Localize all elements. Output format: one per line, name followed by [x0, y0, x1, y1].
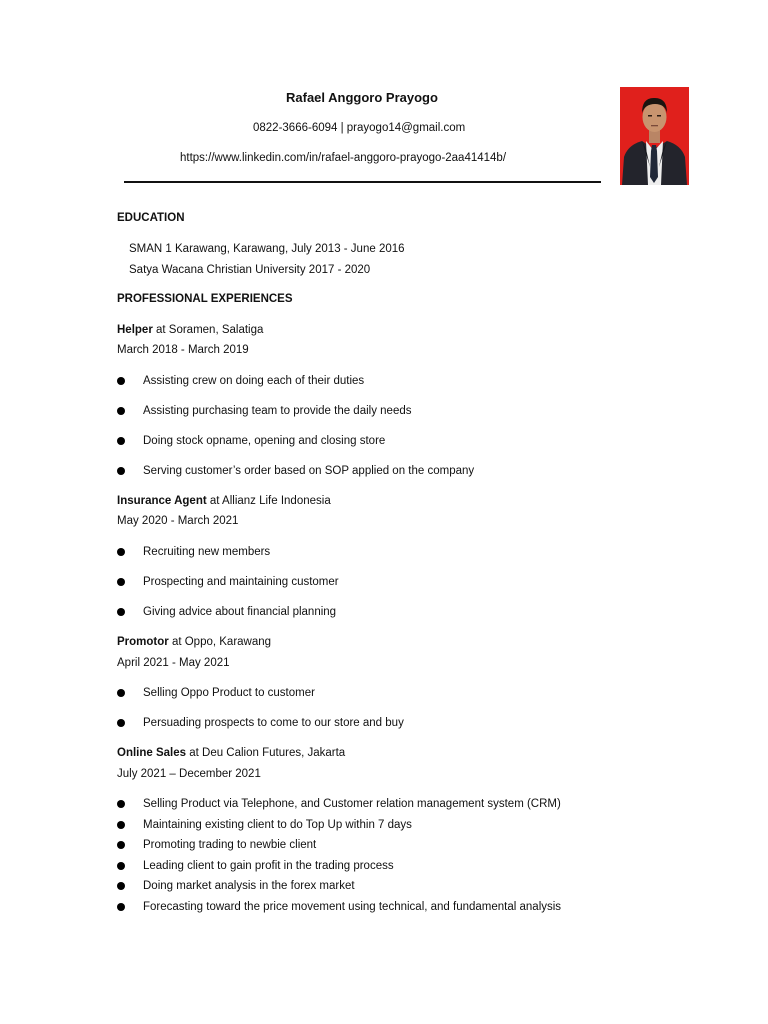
- bullet-icon: [117, 467, 125, 475]
- bullet-text: Assisting purchasing team to provide the daily needs: [143, 405, 412, 417]
- job-company: at Soramen, Salatiga: [152, 324, 264, 336]
- job-dates: July 2021 – December 2021: [117, 768, 261, 780]
- bullet-text: Selling Oppo Product to customer: [143, 687, 315, 699]
- job-dates: April 2021 - May 2021: [117, 657, 230, 669]
- education-item: Satya Wacana Christian University 2017 - 2020: [129, 264, 371, 276]
- bullet-icon: [117, 548, 125, 556]
- bullet-text: Assisting crew on doing each of their duties: [143, 375, 365, 387]
- candidate-name: Rafael Anggoro Prayogo: [286, 90, 438, 105]
- job-company: at Deu Calion Futures, Jakarta: [186, 747, 346, 759]
- bullet-text: Forecasting toward the price movement using technical, and fundamental analysis: [143, 901, 562, 913]
- bullet-text: Prospecting and maintaining customer: [143, 576, 339, 588]
- bullet-icon: [117, 903, 125, 911]
- bullet-icon: [117, 882, 125, 890]
- bullet-text: Recruiting new members: [143, 546, 271, 558]
- job-dates: May 2020 - March 2021: [117, 515, 239, 527]
- job-company: at Oppo, Karawang: [168, 636, 272, 648]
- bullet-icon: [117, 578, 125, 586]
- bullet-icon: [117, 841, 125, 849]
- job-title-line: [117, 323, 263, 337]
- job-title-line: [117, 746, 345, 760]
- header-divider: [124, 181, 601, 183]
- bullet-icon: [117, 407, 125, 415]
- profile-photo: [620, 87, 689, 185]
- contact-line: 0822-3666-6094 | prayogo14@gmail.com: [253, 122, 466, 134]
- bullet-icon: [117, 377, 125, 385]
- bullet-text: Giving advice about financial planning: [143, 606, 337, 618]
- job-role: Insurance Agent: [117, 495, 207, 507]
- education-item: SMAN 1 Karawang, Karawang, July 2013 - June 2016: [129, 243, 405, 255]
- job-role: Promotor: [117, 636, 169, 648]
- bullet-text: Serving customer’s order based on SOP applied on the company: [143, 465, 475, 477]
- job-title-line: [117, 635, 271, 649]
- bullet-icon: [117, 862, 125, 870]
- bullet-icon: [117, 437, 125, 445]
- bullet-icon: [117, 821, 125, 829]
- bullet-text: Persuading prospects to come to our store and buy: [143, 717, 404, 729]
- bullet-text: Doing stock opname, opening and closing store: [143, 435, 386, 447]
- bullet-icon: [117, 689, 125, 697]
- job-role: Helper: [117, 324, 153, 336]
- experience-heading: PROFESSIONAL EXPERIENCES: [117, 293, 293, 305]
- bullet-text: Leading client to gain profit in the trading process: [143, 860, 394, 872]
- bullet-text: Doing market analysis in the forex market: [143, 880, 355, 892]
- bullet-icon: [117, 719, 125, 727]
- bullet-text: Promoting trading to newbie client: [143, 839, 317, 851]
- bullet-text: Maintaining existing client to do Top Up within 7 days: [143, 819, 412, 831]
- bullet-icon: [117, 800, 125, 808]
- job-company: at Allianz Life Indonesia: [206, 495, 331, 507]
- linkedin-url: https://www.linkedin.com/in/rafael-anggoro-prayogo-2aa41414b/: [180, 152, 507, 164]
- job-dates: March 2018 - March 2019: [117, 344, 249, 356]
- bullet-text: Selling Product via Telephone, and Customer relation management system (CRM): [143, 798, 561, 810]
- job-title-line: [117, 494, 331, 508]
- education-heading: EDUCATION: [117, 212, 185, 224]
- bullet-icon: [117, 608, 125, 616]
- job-role: Online Sales: [117, 747, 187, 759]
